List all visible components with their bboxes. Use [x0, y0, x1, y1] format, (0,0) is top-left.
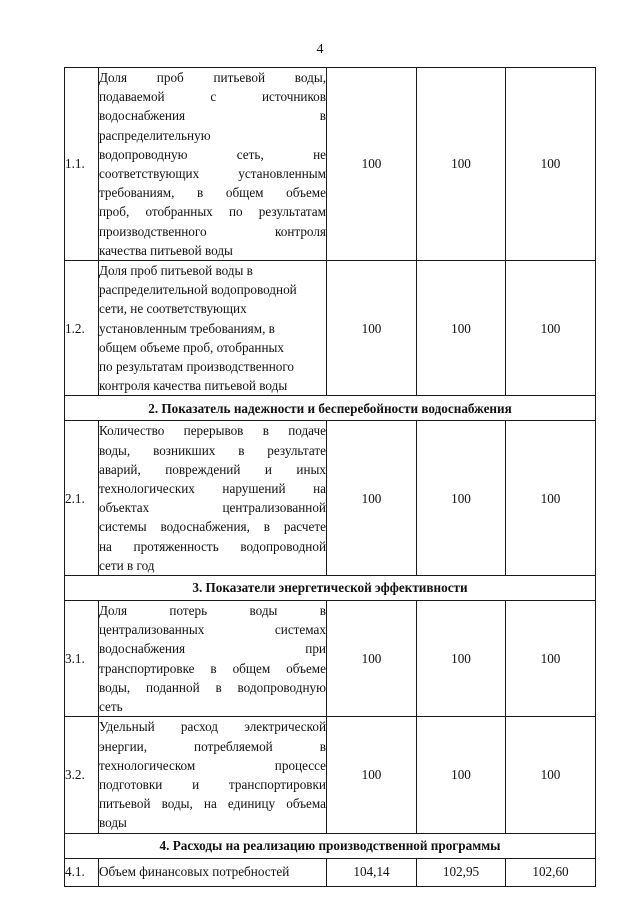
value-cell: 100	[506, 68, 596, 261]
table-row	[65, 68, 596, 261]
description-line: Доля потерь воды в	[99, 603, 326, 619]
description-line: Доля проб питьевой воды,	[99, 70, 326, 85]
value-cell: 100	[327, 261, 417, 396]
table-row	[65, 858, 596, 886]
value-cell: 100	[506, 421, 596, 576]
description-line: сеть	[99, 699, 123, 715]
table-body	[65, 68, 596, 887]
description-line: энергии, потребляемой в	[99, 738, 326, 754]
section-header-row	[65, 833, 596, 858]
description-line: водоснабжения при	[99, 641, 326, 657]
value-cell: 100	[506, 601, 596, 717]
description-line: Количество перерывов в подаче	[99, 423, 326, 439]
value-cell: 100	[417, 601, 506, 717]
description-line: качества питьевой воды	[99, 242, 233, 258]
description-line: технологических нарушений на	[99, 481, 326, 497]
description-line: сети в год	[99, 557, 155, 573]
value-cell: 104,14	[327, 858, 417, 886]
section-header-row	[65, 396, 596, 421]
indicator-description	[99, 261, 327, 396]
description-line: транспортировке в общем объеме	[99, 660, 326, 676]
description-line: централизованных системах	[99, 622, 326, 638]
indicator-description	[99, 717, 327, 833]
description-line: Удельный расход электрической	[99, 719, 326, 735]
value-cell: 100	[327, 421, 417, 576]
value-cell: 102,60	[506, 858, 596, 886]
description-line: воды, возникших в результате	[99, 442, 326, 458]
value-cell: 100	[506, 261, 596, 396]
section-title: 2. Показатель надежности и бесперебойности водоснабжения	[65, 396, 596, 421]
description-line: водоснабжения в	[99, 108, 326, 124]
description-line: водопроводную сеть, не	[99, 146, 326, 162]
item-number: 3.2.	[65, 717, 99, 833]
description-line: объектах централизованной	[99, 500, 326, 516]
section-title: 4. Расходы на реализацию производственной программы	[65, 833, 596, 858]
description-line: проб, отобранных по результатам	[99, 204, 326, 220]
value-cell: 100	[327, 68, 417, 261]
description-line: распределительной водопроводной	[99, 282, 297, 298]
table-row	[65, 601, 596, 717]
description-line: воды	[99, 815, 127, 831]
item-number: 1.1.	[65, 68, 99, 261]
page-number: 4	[316, 42, 324, 57]
value-cell: 100	[417, 421, 506, 576]
description-line: Объем финансовых потребностей	[99, 864, 290, 880]
section-header-row	[65, 576, 596, 601]
description-line: Доля проб питьевой воды в	[99, 263, 253, 279]
description-line: подаваемой с источников	[99, 89, 326, 105]
description-line: установленным требованиям, в	[99, 320, 275, 336]
description-line: аварий, повреждений и иных	[99, 461, 326, 477]
value-cell: 100	[417, 717, 506, 833]
description-line: технологическом процессе	[99, 757, 326, 773]
description-line: системы водоснабжения, в расчете	[99, 519, 326, 535]
description-line: по результатам производственного	[99, 359, 295, 375]
description-line: требованиям, в общем объеме	[99, 185, 326, 201]
item-number: 2.1.	[65, 421, 99, 576]
table-row	[65, 261, 596, 396]
indicator-description	[99, 68, 327, 261]
item-number: 4.1.	[65, 858, 99, 886]
table-row	[65, 421, 596, 576]
description-line: общем объеме проб, отобранных	[99, 339, 284, 355]
table-row	[65, 717, 596, 833]
section-title: 3. Показатели энергетической эффективности	[65, 576, 596, 601]
indicator-description	[99, 421, 327, 576]
description-line: воды, поданной в водопроводную	[99, 679, 326, 695]
description-line: производственного контроля	[99, 223, 326, 239]
description-line: на протяженность водопроводной	[99, 538, 326, 554]
indicator-description	[99, 858, 327, 886]
description-line: контроля качества питьевой воды	[99, 378, 288, 394]
value-cell: 100	[327, 601, 417, 717]
indicators-table	[64, 67, 596, 887]
value-cell: 100	[417, 261, 506, 396]
value-cell: 100	[506, 717, 596, 833]
value-cell: 100	[417, 68, 506, 261]
item-number: 1.2.	[65, 261, 99, 396]
description-line: соответствующих установленным	[99, 166, 326, 182]
description-line: подготовки и транспортировки	[99, 776, 326, 792]
item-number: 3.1.	[65, 601, 99, 717]
description-line: распределительную	[99, 127, 211, 143]
indicator-description	[99, 601, 327, 717]
description-line: сети, не соответствующих	[99, 301, 247, 317]
description-line: питьевой воды, на единицу объема	[99, 796, 326, 812]
value-cell: 100	[327, 717, 417, 833]
value-cell: 102,95	[417, 858, 506, 886]
